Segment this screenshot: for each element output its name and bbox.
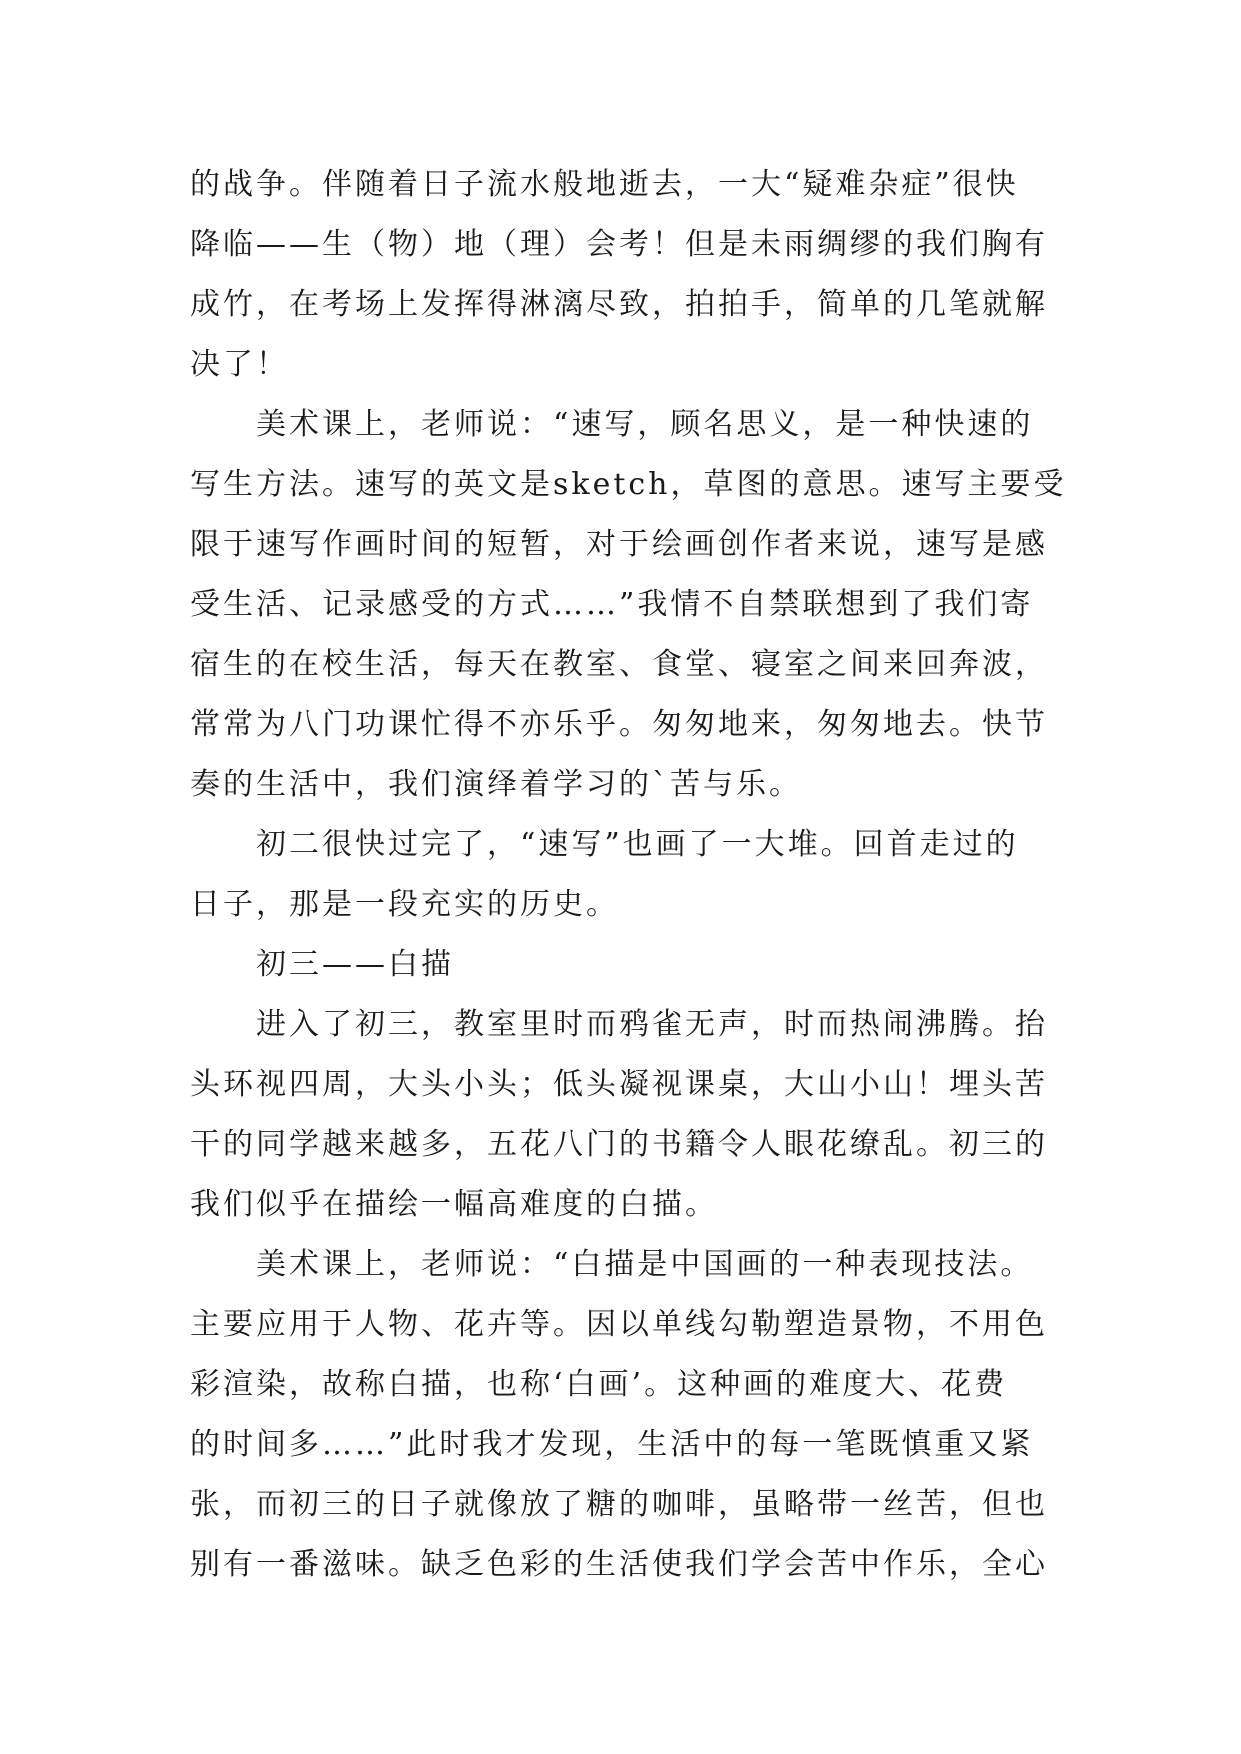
paragraph-start-line: 进入了初三，教室里时而鸦雀无声，时而热闹沸腾。抬 [256,1007,1048,1042]
text-line: 我们似乎在描绘一幅高难度的白描。 [190,1187,718,1222]
text-line: 写生方法。速写的英文是sketch，草图的意思。速写主要受 [190,467,1067,502]
text-line: 奏的生活中，我们演绎着学习的`苦与乐。 [190,767,802,802]
text-line: 的时间多……”此时我才发现，生活中的每一笔既慎重又紧 [190,1427,1034,1462]
text-line: 常常为八门功课忙得不亦乐乎。匆匆地来，匆匆地去。快节 [190,707,1048,742]
text-line: 的战争。伴随着日子流水般地逝去，一大“疑难杂症”很快 [190,167,1019,202]
section-heading: 初三——白描 [256,947,454,982]
text-line: 干的同学越来越多，五花八门的书籍令人眼花缭乱。初三的 [190,1127,1048,1162]
text-line: 主要应用于人物、花卉等。因以单线勾勒塑造景物，不用色 [190,1307,1048,1342]
text-line: 张，而初三的日子就像放了糖的咖啡，虽略带一丝苦，但也 [190,1487,1048,1522]
paragraph-start-line: 初二很快过完了，“速写”也画了一大堆。回首走过的 [256,827,1019,862]
body-text [190,155,1065,1595]
text-line: 别有一番滋味。缺乏色彩的生活使我们学会苦中作乐，全心 [190,1547,1048,1582]
text-line: 受生活、记录感受的方式……”我情不自禁联想到了我们寄 [190,587,1034,622]
paragraph-start-line: 美术课上，老师说：“速写，顾名思义，是一种快速的 [256,407,1034,442]
text-line: 彩渲染，故称白描，也称‘白画’。这种画的难度大、花费 [190,1367,1008,1402]
text-line: 宿生的在校生活，每天在教室、食堂、寝室之间来回奔波， [190,647,1048,682]
paragraph-start-line: 美术课上，老师说：“白描是中国画的一种表现技法。 [256,1247,1034,1282]
text-line: 限于速写作画时间的短暂，对于绘画创作者来说，速写是感 [190,527,1048,562]
text-line: 日子，那是一段充实的历史。 [190,887,619,922]
text-line: 降临——生（物）地（理）会考！但是未雨绸缪的我们胸有 [190,227,1048,262]
text-line: 决了！ [190,347,289,382]
text-line: 成竹，在考场上发挥得淋漓尽致，拍拍手，简单的几笔就解 [190,287,1048,322]
text-line: 头环视四周，大头小头；低头凝视课桌，大山小山！埋头苦 [190,1067,1048,1102]
